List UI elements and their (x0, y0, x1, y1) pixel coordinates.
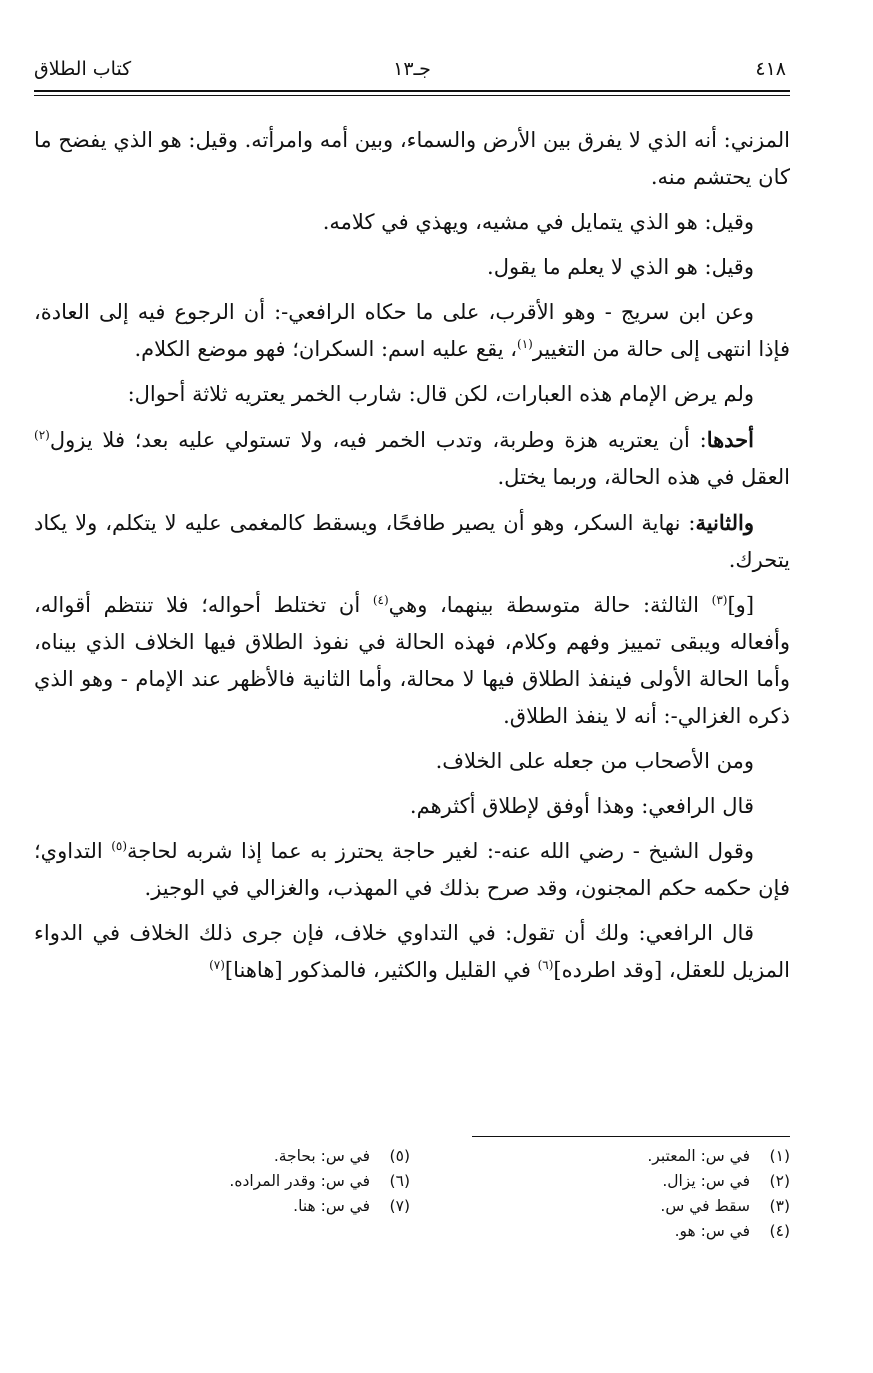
paragraph (34, 249, 790, 286)
footnote (110, 1194, 410, 1219)
text-run: قال الرافعي: وهذا أوفق لإطلاق أكثرهم. (409, 794, 754, 818)
footnotes-left-column (110, 1144, 410, 1219)
footnote-ref: (٢) (34, 428, 50, 442)
text-run: : أن يعتريه هزة وطربة، وتدب الخمر فيه، ولا تستولي عليه بعد؛ فلا يزول (49, 428, 707, 452)
footnote-text: في س: وقدر المراده. (229, 1172, 370, 1190)
footnote-separator (472, 1136, 790, 1137)
footnote-number: (٤) (769, 1222, 790, 1240)
footnote-number: (٢) (769, 1172, 790, 1190)
footnote-ref: (٥) (111, 839, 128, 853)
text-run: المزني: أنه الذي لا يفرق بين الأرض والسماء، وبين أمه وامرأته. وقيل: هو الذي يفضح ما كان يحتشم منه. (34, 128, 791, 189)
running-header (34, 58, 790, 92)
page-number: ٤١٨ (755, 58, 786, 80)
paragraph (34, 376, 790, 413)
text-run: وقيل: هو الذي لا يعلم ما يقول. (487, 255, 754, 279)
paragraph (34, 587, 790, 735)
paragraph (34, 915, 790, 989)
footnote-text: في س: بحاجة. (273, 1147, 370, 1165)
text-run: العقل في هذه الحالة، وربما يختل. (497, 465, 790, 489)
footnote-text: في س: يزال. (662, 1172, 750, 1190)
book-page (34, 44, 790, 1344)
paragraph (34, 294, 790, 368)
text-run: أن تختلط أحواله؛ فلا تنتظم أقواله، وأفعاله ويبقى تمييز وفهم وكلام، فهذه الحالة في نفوذ الطلاق فيها الخلاف الذي بيناه، وأما الحالة الأولى فينفذ الطلاق فيها لا محالة، وأما الثانية فالأظهر عند الإمام - وهو الذي ذكره الغزالي-: أنه لا ينفذ الطلاق. (34, 593, 790, 728)
footnote-text: في س: هو. (674, 1222, 750, 1240)
text-run: : نهاية السكر، وهو أن يصير طافحًا، ويسقط كالمغمى عليه لا يتكلم، ولا يكاد يتحرك. (34, 511, 790, 572)
main-text (34, 122, 790, 997)
paragraph (34, 122, 790, 196)
header-rule-thin (34, 95, 790, 96)
text-run: التداوي؛ فإن حكمه حكم المجنون، وقد صرح بذلك في المهذب، والغزالي في الوجيز. (34, 839, 790, 900)
text-run: وقول الشيخ - رضي الله عنه-: لغير حاجة يحترز به عما إذا شربه لحاجة (127, 839, 754, 863)
footnote-number: (٣) (769, 1197, 790, 1215)
footnotes-right-column (490, 1144, 790, 1244)
footnote-ref: (١) (517, 337, 533, 351)
footnote (490, 1219, 790, 1244)
paragraph (34, 788, 790, 825)
paragraph (34, 504, 790, 579)
emphasis-term: والثانية (695, 510, 754, 535)
footnote-ref: (٧) (209, 958, 225, 972)
emphasis-term: أحدها (706, 427, 754, 452)
footnote (490, 1194, 790, 1219)
paragraph (34, 204, 790, 241)
footnote (110, 1144, 410, 1169)
footnote-number: (٥) (389, 1147, 410, 1165)
footnote-number: (٦) (389, 1172, 410, 1190)
text-run: وعن ابن سريج - وهو الأقرب، على ما حكاه الرافعي-: أن الرجوع فيه إلى العادة، فإذا انتهى إلى حالة من التغيير (34, 300, 790, 361)
footnote-text: في س: المعتبر. (647, 1147, 750, 1165)
footnote (490, 1169, 790, 1194)
text-run: ومن الأصحاب من جعله على الخلاف. (435, 749, 754, 773)
text-run: [و] (727, 593, 755, 617)
footnote-ref: (٦) (537, 958, 554, 972)
volume-label: جـ١٣ (393, 58, 431, 80)
text-run: ولم يرض الإمام هذه العبارات، لكن قال: شارب الخمر يعتريه ثلاثة أحوال: (127, 382, 754, 406)
paragraph (34, 421, 790, 496)
text-run: قال الرافعي: ولك أن تقول: في التداوي خلاف، فإن جرى ذلك الخلاف في الدواء المزيل للعقل، [وقد اطرده] (34, 921, 790, 982)
footnote-ref: (٣) (711, 593, 728, 607)
text-run: الثالثة: حالة متوسطة بينهما، وهي (388, 593, 712, 617)
book-title: كتاب الطلاق (34, 58, 132, 80)
footnote-number: (١) (769, 1147, 790, 1165)
paragraph (34, 743, 790, 780)
text-run: وقيل: هو الذي يتمايل في مشيه، ويهذي في كلامه. (322, 210, 754, 234)
footnote-text: سقط في س. (660, 1197, 750, 1215)
footnote-number: (٧) (389, 1197, 410, 1215)
text-run: ، يقع عليه اسم: السكران؛ فهو موضع الكلام. (134, 337, 517, 361)
footnote (110, 1169, 410, 1194)
footnote-text: في س: هنا. (293, 1197, 370, 1215)
footnote-ref: (٤) (372, 593, 389, 607)
footnote (490, 1144, 790, 1169)
text-run: في القليل والكثير، فالمذكور [هاهنا] (224, 958, 538, 982)
header-rule-thick (34, 90, 790, 92)
paragraph (34, 833, 790, 907)
